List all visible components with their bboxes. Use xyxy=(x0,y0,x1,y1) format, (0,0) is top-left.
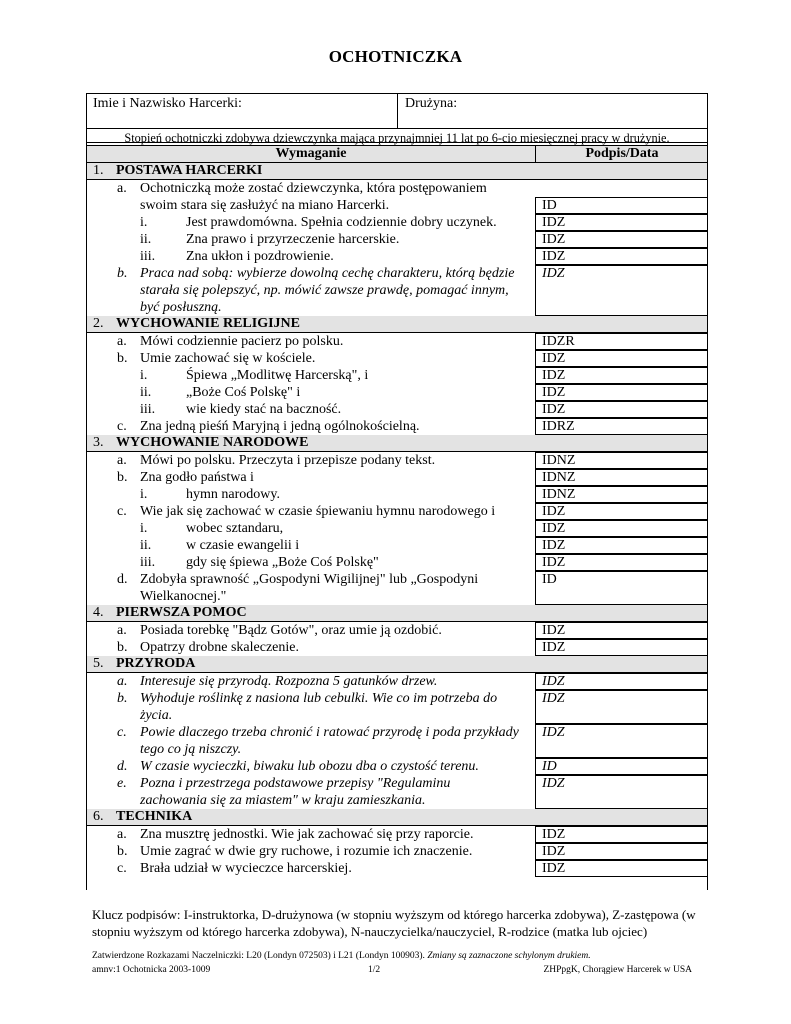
requirement-marker: b. xyxy=(117,470,128,485)
signature-field[interactable]: IDZ xyxy=(535,843,707,860)
troop-field[interactable] xyxy=(397,94,458,128)
requirement-text: Praca nad sobą: wybierze dowolną cechę charakteru, którą będzie xyxy=(140,266,515,281)
requirement-row xyxy=(87,690,707,724)
footer-page-number: 1/2 xyxy=(368,965,381,975)
section-header xyxy=(87,605,707,622)
requirement-marker: ii. xyxy=(140,538,152,553)
section-title: PRZYRODA xyxy=(116,656,196,671)
section-number: 6. xyxy=(93,809,104,824)
section-header xyxy=(87,435,707,452)
section-title: PIERWSZA POMOC xyxy=(116,605,247,620)
column-header xyxy=(87,146,707,163)
requirement-text: Ochotniczką może zostać dziewczynka, która postępowaniem xyxy=(140,181,487,196)
requirement-marker: c. xyxy=(117,861,127,876)
requirement-text: być posłuszną. xyxy=(140,300,222,315)
requirement-text: Zna musztrę jednostki. Wie jak zachować się przy raporcie. xyxy=(140,827,474,842)
requirement-marker: d. xyxy=(117,759,128,774)
requirement-marker: iii. xyxy=(140,402,156,417)
signature-field[interactable]: IDZ xyxy=(535,673,707,690)
signature-field[interactable]: IDNZ xyxy=(535,452,707,469)
requirement-row xyxy=(87,724,707,758)
requirement-row xyxy=(87,180,707,214)
requirement-row xyxy=(87,418,707,435)
requirement-text: Umie zachować się w kościele. xyxy=(140,351,316,366)
requirement-row xyxy=(87,537,707,554)
signature-field[interactable]: IDZ xyxy=(535,503,707,520)
section-header xyxy=(87,809,707,826)
requirement-text: Brała udział w wycieczce harcerskiej. xyxy=(140,861,352,876)
requirement-row xyxy=(87,860,707,877)
requirement-text: wie kiedy stać na baczność. xyxy=(186,402,342,417)
requirement-text: Zna jedną pieśń Maryjną i jedną ogólnokościelną. xyxy=(140,419,420,434)
section-number: 4. xyxy=(93,605,104,620)
requirement-text: Posiada torebkę "Bądz Gotów", oraz umie ją ozdobić. xyxy=(140,623,442,638)
signature-field[interactable]: IDNZ xyxy=(535,486,707,503)
footer-doc-id: amnv:1 Ochotnicka 2003-1009 xyxy=(92,965,211,975)
signature-legend: Klucz podpisów: I-instruktorka, D-drużynowa (w stopniu wyższym od którego harcerka zdobywa), Z-zastępowa (w stopniu wyższym od którego harcerka zdobywa), N-nauczycielka/nauczyciel, R-rodzice (matka lub ojciec) xyxy=(92,907,696,939)
requirement-marker: e. xyxy=(117,776,127,791)
signature-field[interactable]: IDZ xyxy=(535,826,707,843)
requirement-text: Zna godło państwa i xyxy=(140,470,254,485)
requirement-marker: b. xyxy=(117,844,128,859)
header-row xyxy=(87,94,707,129)
requirement-row xyxy=(87,622,707,639)
requirement-text: Interesuje się przyrodą. Rozpozna 5 gatunków drzew. xyxy=(140,674,438,689)
troop-field-label: Drużyna: xyxy=(405,96,458,111)
signature-field[interactable]: IDZ xyxy=(535,775,707,809)
requirement-text: Umie zagrać w dwie gry ruchowe, i rozumie ich znaczenie. xyxy=(140,844,473,859)
requirement-marker: a. xyxy=(117,181,127,196)
requirement-text: Zna prawo i przyrzeczenie harcerskie. xyxy=(186,232,400,247)
requirement-row xyxy=(87,248,707,265)
requirement-marker: iii. xyxy=(140,555,156,570)
signature-field[interactable]: IDRZ xyxy=(535,418,707,435)
signature-field[interactable]: IDZ xyxy=(535,350,707,367)
requirement-row xyxy=(87,214,707,231)
section-number: 1. xyxy=(93,163,104,178)
signature-field[interactable]: IDZ xyxy=(535,520,707,537)
requirement-row xyxy=(87,367,707,384)
section-title: WYCHOWANIE NARODOWE xyxy=(116,435,309,450)
requirement-marker: a. xyxy=(117,453,127,468)
requirement-marker: i. xyxy=(140,521,148,536)
section-title: WYCHOWANIE RELIGIJNE xyxy=(116,316,300,331)
signature-field[interactable]: IDZ xyxy=(535,265,707,316)
requirement-text: starała się polepszyć, np. mówić zawsze prawdę, pomagać innym, xyxy=(140,283,509,298)
footer-approval xyxy=(92,951,591,961)
requirement-row xyxy=(87,469,707,486)
requirement-row xyxy=(87,231,707,248)
signature-field[interactable]: ID xyxy=(535,197,707,214)
requirement-marker: d. xyxy=(117,572,128,587)
requirement-row xyxy=(87,554,707,571)
requirement-marker: c. xyxy=(117,725,127,740)
requirement-text: Zna ukłon i pozdrowienie. xyxy=(186,249,334,264)
requirement-row xyxy=(87,520,707,537)
requirement-marker: ii. xyxy=(140,385,152,400)
signature-field[interactable]: IDZ xyxy=(535,367,707,384)
section-header xyxy=(87,656,707,673)
requirement-row xyxy=(87,401,707,418)
signature-field[interactable]: IDZ xyxy=(535,690,707,724)
signature-field[interactable]: IDZ xyxy=(535,401,707,418)
section-number: 3. xyxy=(93,435,104,450)
requirement-text: Zdobyła sprawność „Gospodyni Wigilijnej" lub „Gospodyni xyxy=(140,572,479,587)
requirement-text: zachowania się za miastem" w kraju zamieszkania. xyxy=(140,793,426,808)
requirement-marker: b. xyxy=(117,351,128,366)
requirement-row xyxy=(87,503,707,520)
requirement-marker: i. xyxy=(140,487,148,502)
requirement-text: Jest prawdomówna. Spełnia codziennie dobry uczynek. xyxy=(186,215,497,230)
requirement-row xyxy=(87,826,707,843)
signature-field[interactable]: ID xyxy=(535,571,707,605)
requirement-row xyxy=(87,265,707,316)
requirement-row xyxy=(87,843,707,860)
requirement-marker: a. xyxy=(117,623,127,638)
requirement-row xyxy=(87,350,707,367)
requirement-row xyxy=(87,639,707,656)
requirement-text: W czasie wycieczki, biwaku lub obozu dba o czystość terenu. xyxy=(140,759,479,774)
signature-field[interactable]: IDZ xyxy=(535,384,707,401)
requirement-marker: c. xyxy=(117,419,127,434)
page-title: OCHOTNICZKA xyxy=(328,47,463,66)
footer-organization: ZHPpgK, Chorągiew Harcerek w USA xyxy=(543,965,692,975)
requirement-marker: ii. xyxy=(140,232,152,247)
requirement-marker: i. xyxy=(140,368,148,383)
signature-field[interactable]: IDZ xyxy=(535,622,707,639)
footer-approval-text: Zatwierdzone Rozkazami Naczelniczki: L20 (Londyn 072503) i L21 (Londyn 100903). xyxy=(92,951,425,961)
requirement-row xyxy=(87,673,707,690)
requirement-row xyxy=(87,571,707,605)
requirement-text: „Boże Coś Polskę" i xyxy=(186,385,301,400)
requirement-marker: a. xyxy=(117,334,127,349)
name-field-label: Imie i Nazwisko Harcerki: xyxy=(93,96,242,111)
signature-field[interactable]: IDZ xyxy=(535,248,707,265)
requirement-marker: b. xyxy=(117,266,128,281)
footer-changes-note: Zmiany są zaznaczone schylonym drukiem. xyxy=(427,951,591,961)
requirements-table xyxy=(87,163,707,877)
requirement-text: hymn narodowy. xyxy=(186,487,280,502)
requirement-text: swoim stara się zasłużyć na miano Harcerki. xyxy=(140,198,390,213)
signature-field[interactable]: IDZ xyxy=(535,537,707,554)
requirement-text: Wielkanocnej." xyxy=(140,589,227,604)
requirement-text: Powie dlaczego trzeba chronić i ratować przyrodę i poda przykłady xyxy=(140,725,519,740)
requirement-text: Mówi po polsku. Przeczyta i przepisze podany tekst. xyxy=(140,453,436,468)
requirements-column-header: Wymaganie xyxy=(275,146,347,161)
requirement-text: gdy się śpiewa „Boże Coś Polskę" xyxy=(186,555,379,570)
requirement-text: Wyhoduje roślinkę z nasiona lub cebulki. Wie co im potrzeba do xyxy=(140,691,498,706)
requirement-row xyxy=(87,384,707,401)
signature-field[interactable]: IDNZ xyxy=(535,469,707,486)
section-header xyxy=(87,316,707,333)
requirement-row xyxy=(87,486,707,503)
requirement-marker: i. xyxy=(140,215,148,230)
requirement-row xyxy=(87,758,707,775)
section-number: 5. xyxy=(93,656,104,671)
signature-field[interactable]: IDZR xyxy=(535,333,707,350)
requirement-marker: b. xyxy=(117,691,128,706)
intro-text: Stopień ochotniczki zdobywa dziewczynka mająca przynajmniej 11 lat po 6-cio miesięcznej pracy w drużynie. xyxy=(124,131,670,145)
requirement-text: życia. xyxy=(140,708,173,723)
section-header xyxy=(87,163,707,180)
requirement-marker: b. xyxy=(117,640,128,655)
signature-field[interactable]: IDZ xyxy=(535,231,707,248)
requirement-text: Pozna i przestrzega podstawowe przepisy "Regulaminu xyxy=(140,776,451,791)
requirement-text: Opatrzy drobne skaleczenie. xyxy=(140,640,299,655)
requirement-text: wobec sztandaru, xyxy=(186,521,284,536)
requirement-marker: a. xyxy=(117,827,127,842)
signature-field[interactable]: IDZ xyxy=(535,214,707,231)
requirement-row xyxy=(87,775,707,809)
requirement-row xyxy=(87,452,707,469)
requirement-marker: iii. xyxy=(140,249,156,264)
section-number: 2. xyxy=(93,316,104,331)
requirement-text: Śpiewa „Modlitwę Harcerską", i xyxy=(186,368,369,383)
requirement-text: Wie jak się zachować w czasie śpiewaniu hymnu narodowego i xyxy=(140,504,496,519)
signature-column-header: Podpis/Data xyxy=(535,146,708,162)
requirement-text: Mówi codziennie pacierz po polsku. xyxy=(140,334,344,349)
signature-field[interactable]: IDZ xyxy=(535,724,707,758)
requirement-row xyxy=(87,333,707,350)
requirement-marker: c. xyxy=(117,504,127,519)
signature-field[interactable]: IDZ xyxy=(535,639,707,656)
section-title: POSTAWA HARCERKI xyxy=(116,163,263,178)
signature-field[interactable]: IDZ xyxy=(535,554,707,571)
section-title: TECHNIKA xyxy=(116,809,193,824)
signature-field[interactable]: ID xyxy=(535,758,707,775)
requirement-text: w czasie ewangelii i xyxy=(186,538,300,553)
requirement-marker: a. xyxy=(117,674,128,689)
requirements-form xyxy=(86,93,708,890)
signature-field[interactable]: IDZ xyxy=(535,860,707,877)
requirement-text: tego co ją niszczy. xyxy=(140,742,242,757)
